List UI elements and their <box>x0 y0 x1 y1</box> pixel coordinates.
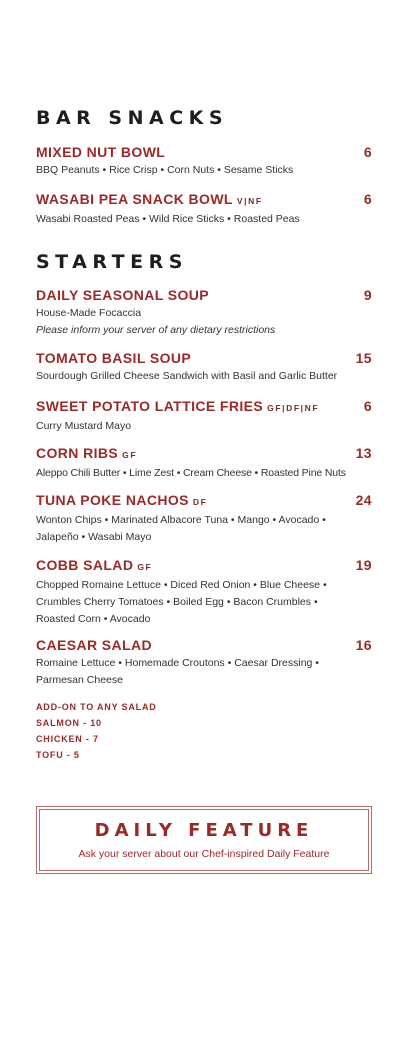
menu-item-header <box>36 349 372 367</box>
item-description: Aleppo Chili Butter • Lime Zest • Cream Cheese • Roasted Pine Nuts <box>36 467 346 479</box>
daily-feature-box <box>36 806 372 874</box>
dietary-tags: GF <box>122 450 138 460</box>
menu-item-header <box>36 143 372 161</box>
item-price: 24 <box>355 492 372 508</box>
dietary-tags: GF <box>137 562 153 572</box>
item-name: TUNA POKE NACHOS <box>36 492 189 508</box>
menu-item-header <box>36 190 372 210</box>
menu-item <box>36 397 372 435</box>
item-description: BBQ Peanuts • Rice Crisp • Corn Nuts • Sesame Sticks <box>36 164 294 176</box>
item-price: 6 <box>363 191 372 207</box>
menu-item <box>36 636 372 689</box>
item-name-wrap <box>36 190 263 210</box>
item-description: Curry Mustard Mayo <box>36 420 132 432</box>
dietary-tags: DF <box>192 497 208 507</box>
item-description: Sourdough Grilled Cheese Sandwich with Basil and Garlic Butter <box>36 370 338 382</box>
item-price: 15 <box>355 350 372 366</box>
item-name-wrap <box>36 444 137 464</box>
daily-feature-title: DAILY FEATURE <box>94 820 314 841</box>
item-price: 19 <box>355 557 372 573</box>
addon-item: CHICKEN - 7 <box>36 734 99 744</box>
item-price: 6 <box>363 144 372 160</box>
menu-item <box>36 491 372 546</box>
item-description: Romaine Lettuce • Homemade Croutons • Caesar Dressing • Parmesan Cheese <box>36 657 319 686</box>
item-description: Chopped Romaine Lettuce • Diced Red Onion • Blue Cheese • Crumbles Cherry Tomatoes • Boiled Egg • Bacon Crumbles • Roasted Corn • Avocado <box>36 579 327 625</box>
item-note: Please inform your server of any dietary restrictions <box>36 324 276 336</box>
item-description: Wonton Chips • Marinated Albacore Tuna • Mango • Avocado • Jalapeño • Wasabi Mayo <box>36 514 326 543</box>
item-name: CORN RIBS <box>36 445 119 461</box>
item-price: 13 <box>355 445 372 461</box>
bar-snacks-title: BAR SNACKS <box>36 107 229 129</box>
menu-item <box>36 143 372 179</box>
item-name: DAILY SEASONAL SOUP <box>36 287 210 303</box>
daily-feature-text: Ask your server about our Chef-inspired Daily Feature <box>78 848 330 860</box>
item-name: SWEET POTATO LATTICE FRIES <box>36 398 264 414</box>
item-name-wrap <box>36 397 319 417</box>
salad-addons <box>36 699 157 763</box>
item-name-wrap <box>36 491 207 511</box>
item-name: CAESAR SALAD <box>36 637 153 653</box>
menu-item-header <box>36 444 372 464</box>
addon-item: TOFU - 5 <box>36 750 80 760</box>
menu-item-header <box>36 636 372 654</box>
menu-item <box>36 349 372 385</box>
item-name: TOMATO BASIL SOUP <box>36 350 192 366</box>
dietary-tags: GF|DF|NF <box>267 403 320 413</box>
item-name: MIXED NUT BOWL <box>36 144 166 160</box>
menu-item <box>36 286 372 339</box>
addons-heading: ADD-ON TO ANY SALAD <box>36 702 157 712</box>
daily-feature-inner-border <box>39 809 369 871</box>
menu-item <box>36 190 372 228</box>
menu-item <box>36 556 372 628</box>
menu-item-header <box>36 397 372 417</box>
item-name: WASABI PEA SNACK BOWL <box>36 191 233 207</box>
menu-item-header <box>36 556 372 576</box>
item-description: Wasabi Roasted Peas • Wild Rice Sticks • Roasted Peas <box>36 213 300 225</box>
item-name-wrap <box>36 556 152 576</box>
item-price: 6 <box>363 398 372 414</box>
item-name: COBB SALAD <box>36 557 134 573</box>
item-price: 16 <box>355 637 372 653</box>
dietary-tags: V|NF <box>236 196 263 206</box>
menu-item <box>36 444 372 482</box>
addon-item: SALMON - 10 <box>36 718 102 728</box>
item-price: 9 <box>363 287 372 303</box>
starters-title: STARTERS <box>36 251 188 273</box>
menu-item-header <box>36 491 372 511</box>
menu-item-header <box>36 286 372 304</box>
item-description: House-Made Focaccia <box>36 307 142 319</box>
